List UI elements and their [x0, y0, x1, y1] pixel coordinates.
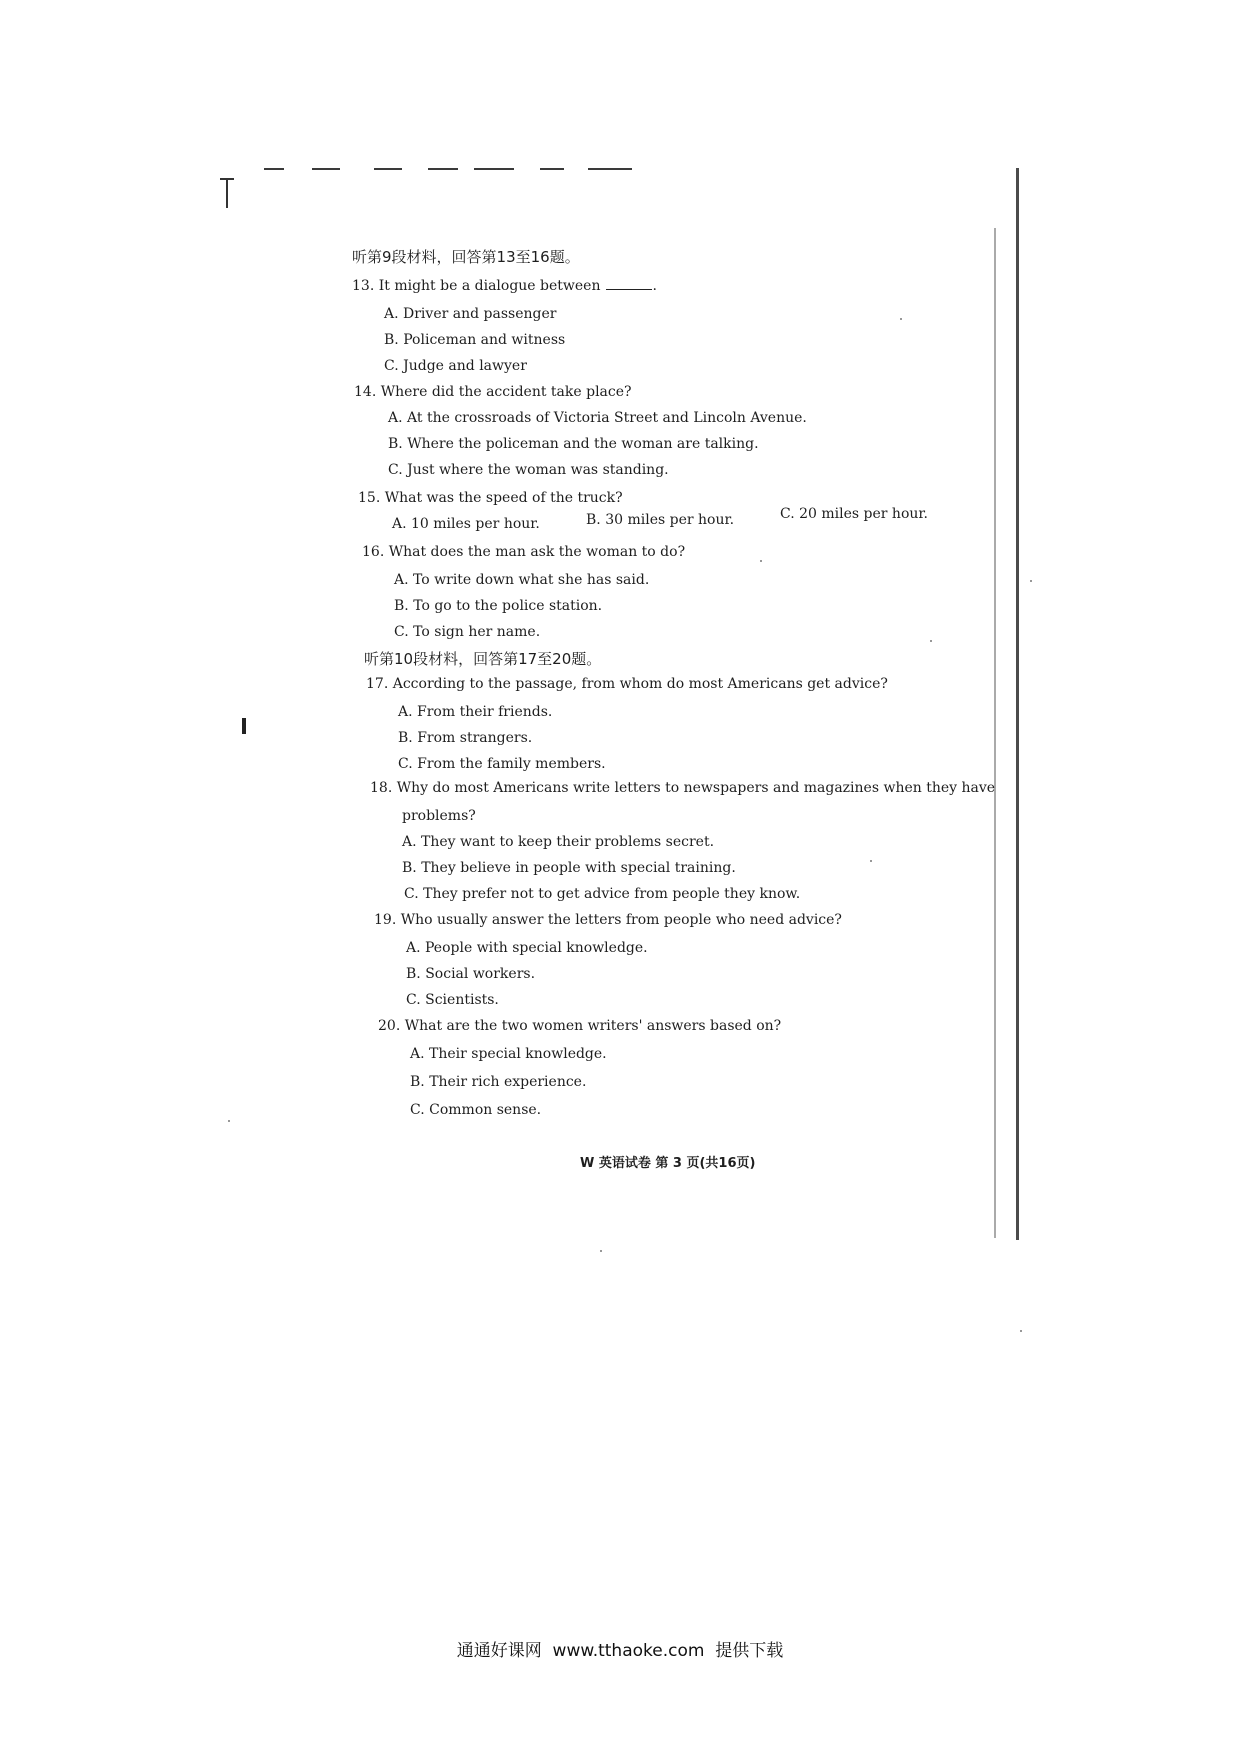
option-letter: B. [402, 860, 417, 876]
option-15a [392, 516, 540, 532]
option-letter: A. [392, 516, 407, 532]
question-16 [362, 544, 685, 560]
question-number: 15. [358, 490, 381, 506]
question-number: 17. [366, 676, 389, 692]
section-header: 听第9段材料，回答第13至16题。 [352, 248, 580, 266]
question-18 [370, 780, 995, 796]
question-number: 14. [354, 384, 377, 400]
question-text: According to the passage, from whom do most Americans get advice? [392, 676, 888, 692]
option-letter: A. [406, 940, 421, 956]
dash-mark [588, 168, 632, 170]
option-letter: B. [394, 598, 409, 614]
option-text: Common sense. [429, 1102, 542, 1118]
dash-mark [474, 168, 514, 170]
question-15 [358, 490, 623, 506]
option-letter: C. [388, 462, 403, 478]
option-15b [586, 512, 734, 528]
option-18b [402, 860, 736, 876]
scan-speck [760, 560, 762, 562]
dash-mark [312, 168, 340, 170]
option-17b [398, 730, 532, 746]
option-16a [394, 572, 649, 588]
option-text: 30 miles per hour. [605, 512, 735, 528]
option-13b [384, 332, 565, 348]
option-letter: A. [410, 1046, 425, 1062]
option-20b [410, 1074, 586, 1090]
question-20 [378, 1018, 781, 1034]
option-letter: C. [410, 1102, 425, 1118]
option-text: Their special knowledge. [429, 1046, 607, 1062]
option-text: They believe in people with special training. [421, 860, 736, 876]
question-number: 16. [362, 544, 385, 560]
dash-mark [374, 168, 402, 170]
page-edge-shadow [1016, 168, 1019, 1240]
question-text: What are the two women writers' answers based on? [404, 1018, 782, 1034]
option-text: They want to keep their problems secret. [421, 834, 715, 850]
option-text: People with special knowledge. [425, 940, 648, 956]
question-text: It might be a dialogue between [378, 278, 601, 294]
question-text: Who usually answer the letters from people who need advice? [400, 912, 842, 928]
page-number-footer: W 英语试卷 第 3 页(共16页) [580, 1156, 756, 1171]
option-17c [398, 756, 606, 772]
option-14a [388, 410, 807, 426]
question-text: What was the speed of the truck? [384, 490, 623, 506]
question-number: 20. [378, 1018, 401, 1034]
page-edge-shadow [994, 228, 996, 1238]
option-letter: C. [406, 992, 421, 1008]
question-17 [366, 676, 888, 692]
option-letter: C. [404, 886, 419, 902]
option-letter: B. [384, 332, 399, 348]
option-text: 10 miles per hour. [411, 516, 540, 532]
option-letter: B. [410, 1074, 425, 1090]
option-text: Policeman and witness [403, 332, 566, 348]
question-text: What does the man ask the woman to do? [388, 544, 686, 560]
option-text: From strangers. [417, 730, 533, 746]
option-16b [394, 598, 602, 614]
option-letter: B. [406, 966, 421, 982]
option-text: Scientists. [425, 992, 499, 1008]
option-letter: A. [388, 410, 403, 426]
question-19 [374, 912, 842, 928]
option-text: To go to the police station. [413, 598, 603, 614]
option-text: To sign her name. [413, 624, 541, 640]
option-13a [384, 306, 556, 322]
option-text: To write down what she has said. [413, 572, 650, 588]
torn-edge-dashes [228, 168, 648, 174]
question-14 [354, 384, 632, 400]
option-20c [410, 1102, 541, 1118]
dash-mark [264, 168, 284, 170]
corner-mark [226, 178, 228, 208]
option-letter: A. [398, 704, 413, 720]
question-text: Where did the accident take place? [380, 384, 632, 400]
option-text: Where the policeman and the woman are talking. [407, 436, 759, 452]
option-17a [398, 704, 552, 720]
option-text: 20 miles per hour. [799, 506, 928, 522]
option-letter: C. [398, 756, 413, 772]
question-number: 18. [370, 780, 393, 796]
option-13c [384, 358, 527, 374]
option-20a [410, 1046, 607, 1062]
option-19a [406, 940, 648, 956]
option-text: From the family members. [417, 756, 606, 772]
scan-speck [1020, 1330, 1022, 1332]
question-number: 13. [352, 278, 375, 294]
option-text: Just where the woman was standing. [407, 462, 669, 478]
scan-speck [1030, 580, 1032, 582]
dash-mark [428, 168, 458, 170]
option-text: Social workers. [425, 966, 536, 982]
scan-speck [228, 1120, 230, 1122]
question-text: Why do most Americans write letters to newspapers and magazines when they have [396, 780, 996, 796]
option-text: Driver and passenger [403, 306, 557, 322]
option-text: At the crossroads of Victoria Street and Lincoln Avenue. [407, 410, 807, 426]
option-19b [406, 966, 535, 982]
question-number: 19. [374, 912, 397, 928]
option-text: They prefer not to get advice from people they know. [423, 886, 801, 902]
option-letter: A. [384, 306, 399, 322]
option-letter: B. [586, 512, 601, 528]
option-letter: C. [384, 358, 399, 374]
question-13: 13. It might be a dialogue between . [352, 278, 657, 294]
option-letter: C. [780, 506, 795, 522]
question-18-continued: problems? [402, 808, 476, 824]
option-14c [388, 462, 669, 478]
option-letter: B. [388, 436, 403, 452]
source-watermark: 通通好课网 www.tthaoke.com 提供下载 [456, 1641, 784, 1661]
option-text: Their rich experience. [429, 1074, 587, 1090]
option-14b [388, 436, 759, 452]
option-text: Judge and lawyer [403, 358, 527, 374]
scan-speck [900, 318, 902, 320]
answer-blank [606, 289, 652, 290]
scan-speck [930, 640, 932, 642]
option-19c [406, 992, 499, 1008]
option-letter: B. [398, 730, 413, 746]
option-18a [402, 834, 714, 850]
option-15c [780, 506, 928, 522]
scan-speck [870, 860, 872, 862]
option-letter: A. [402, 834, 417, 850]
option-letter: C. [394, 624, 409, 640]
scan-speck [600, 1250, 602, 1252]
option-text: From their friends. [417, 704, 553, 720]
dash-mark [540, 168, 564, 170]
binding-mark [242, 718, 246, 734]
section-header: 听第10段材料，回答第17至20题。 [364, 650, 602, 668]
option-letter: A. [394, 572, 409, 588]
option-16c [394, 624, 540, 640]
option-18c [404, 886, 800, 902]
